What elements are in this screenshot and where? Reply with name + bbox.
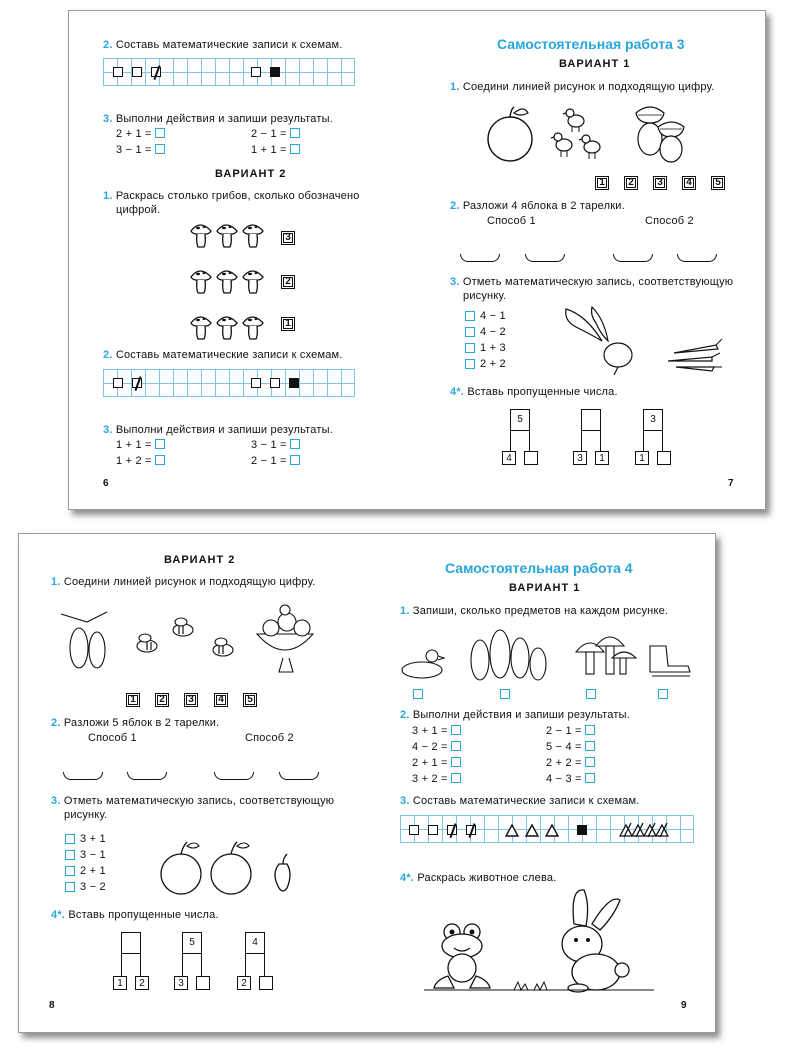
scheme-triangles bbox=[504, 822, 584, 838]
option-label: 2 + 2 bbox=[480, 358, 506, 370]
option-label: 4 − 1 bbox=[480, 310, 506, 322]
scheme-square bbox=[270, 378, 280, 388]
apple-chicks-acorns-illustration bbox=[484, 103, 714, 165]
variant-heading: ВАРИАНТ 2 bbox=[164, 554, 236, 566]
scheme-square bbox=[132, 67, 142, 77]
p8-task3-line2: рисунку. bbox=[64, 809, 108, 821]
expr: 1 + 2 = bbox=[116, 454, 165, 468]
option-label: 4 − 2 bbox=[480, 326, 506, 338]
house-right[interactable] bbox=[657, 451, 671, 465]
p9-task1: 1. Запиши, сколько предметов на каждом рисунке. bbox=[400, 605, 669, 617]
option-checkbox[interactable] bbox=[465, 359, 475, 369]
answer-box[interactable] bbox=[451, 757, 461, 767]
answer-box[interactable] bbox=[451, 725, 461, 735]
expr: 2 + 1 = bbox=[116, 127, 165, 141]
answer-box[interactable] bbox=[290, 439, 300, 449]
expr: 3 + 2 = bbox=[412, 772, 461, 786]
expr: 3 − 1 = bbox=[116, 143, 165, 157]
digit-box: 4 bbox=[214, 693, 228, 707]
p6-task3: 3. Выполни действия и запиши результаты. bbox=[103, 113, 333, 125]
answer-box[interactable] bbox=[585, 773, 595, 783]
house-top[interactable]: 5 bbox=[182, 932, 202, 954]
p8-task3: 3. Отметь математическую запись, соответствующую bbox=[51, 795, 335, 807]
house-left[interactable]: 4 bbox=[502, 451, 516, 465]
house-top[interactable]: 3 bbox=[643, 409, 663, 431]
expr: 1 + 1 = bbox=[251, 143, 300, 157]
plate bbox=[613, 254, 653, 262]
option-checkbox[interactable] bbox=[65, 866, 75, 876]
answer-box[interactable] bbox=[155, 144, 165, 154]
page-8 bbox=[19, 534, 367, 1032]
expr: 5 − 4 = bbox=[546, 740, 595, 754]
work-title: Самостоятельная работа 4 bbox=[445, 560, 633, 576]
scheme-crossed-square bbox=[151, 67, 161, 77]
count-answer-box[interactable] bbox=[586, 689, 596, 699]
p7-task3: 3. Отметь математическую запись, соответствующую bbox=[450, 276, 734, 288]
house-right[interactable] bbox=[524, 451, 538, 465]
way-1-label: Способ 1 bbox=[88, 732, 137, 744]
house-left[interactable]: 3 bbox=[573, 451, 587, 465]
mushroom-number-box: 1 bbox=[281, 317, 295, 331]
option-checkbox[interactable] bbox=[465, 311, 475, 321]
answer-box[interactable] bbox=[290, 128, 300, 138]
p8-task1: 1. Соедини линией рисунок и подходящую цифру. bbox=[51, 576, 316, 588]
scheme-square bbox=[409, 825, 419, 835]
house-top[interactable]: 4 bbox=[245, 932, 265, 954]
answer-box[interactable] bbox=[155, 455, 165, 465]
answer-box[interactable] bbox=[451, 773, 461, 783]
page-6 bbox=[69, 11, 417, 509]
option-label: 2 + 1 bbox=[80, 865, 106, 877]
expr: 4 − 3 = bbox=[546, 772, 595, 786]
way-1-label: Способ 1 bbox=[487, 215, 536, 227]
plate bbox=[677, 254, 717, 262]
digit-box: 1 bbox=[126, 693, 140, 707]
scheme-crossed-triangles bbox=[618, 822, 688, 838]
p7-task2: 2. Разложи 4 яблока в 2 тарелки. bbox=[450, 200, 625, 212]
option-label: 3 − 1 bbox=[80, 849, 106, 861]
work-title: Самостоятельная работа 3 bbox=[497, 36, 685, 52]
answer-box[interactable] bbox=[155, 128, 165, 138]
duck-penguins-mushrooms-skates-illustration bbox=[398, 624, 698, 686]
expr: 3 + 1 = bbox=[412, 724, 461, 738]
page-number: 9 bbox=[681, 1000, 687, 1011]
option-checkbox[interactable] bbox=[65, 850, 75, 860]
page-9 bbox=[368, 534, 716, 1032]
option-checkbox[interactable] bbox=[65, 882, 75, 892]
cones-bees-fruit-bowl-illustration bbox=[57, 604, 327, 678]
p6-v2-task1-line2: цифрой. bbox=[116, 204, 161, 216]
expr: 2 + 1 = bbox=[412, 756, 461, 770]
top-spread bbox=[68, 10, 766, 510]
expr: 1 + 1 = bbox=[116, 438, 165, 452]
house-top[interactable]: 5 bbox=[510, 409, 530, 431]
digit-box: 3 bbox=[184, 693, 198, 707]
mushroom-number-box: 2 bbox=[281, 275, 295, 289]
page-7 bbox=[418, 11, 766, 509]
digit-box: 3 bbox=[653, 176, 667, 190]
house-right[interactable] bbox=[196, 976, 210, 990]
scheme-square bbox=[251, 378, 261, 388]
variant-heading: ВАРИАНТ 2 bbox=[215, 168, 287, 180]
p9-task3: 3. Составь математические записи к схемам. bbox=[400, 795, 640, 807]
digit-box: 1 bbox=[595, 176, 609, 190]
count-answer-box[interactable] bbox=[500, 689, 510, 699]
option-label: 3 + 1 bbox=[80, 833, 106, 845]
p6-v2-task1: 1. Раскрась столько грибов, сколько обозначено bbox=[103, 190, 360, 202]
house-left[interactable]: 1 bbox=[635, 451, 649, 465]
expr: 2 + 2 = bbox=[546, 756, 595, 770]
answer-box[interactable] bbox=[585, 741, 595, 751]
scheme-square bbox=[251, 67, 261, 77]
way-2-label: Способ 2 bbox=[645, 215, 694, 227]
mushroom-number-box: 3 bbox=[281, 231, 295, 245]
option-checkbox[interactable] bbox=[465, 343, 475, 353]
scheme-crossed-square bbox=[447, 825, 457, 835]
bottom-spread bbox=[18, 533, 716, 1033]
house-left[interactable]: 1 bbox=[113, 976, 127, 990]
p6-v2-task3: 3. Выполни действия и запиши результаты. bbox=[103, 424, 333, 436]
expr: 3 − 1 = bbox=[251, 438, 300, 452]
expr: 2 − 1 = bbox=[251, 127, 300, 141]
p6-task2: 2. Составь математические записи к схемам. bbox=[103, 39, 343, 51]
beet-and-carrots-illustration bbox=[556, 305, 726, 375]
digit-box: 5 bbox=[711, 176, 725, 190]
answer-box[interactable] bbox=[290, 455, 300, 465]
house-right[interactable] bbox=[259, 976, 273, 990]
digit-box: 4 bbox=[682, 176, 696, 190]
p9-task4: 4*. Раскрась животное слева. bbox=[400, 872, 557, 884]
house-top[interactable] bbox=[121, 932, 141, 954]
count-answer-box[interactable] bbox=[658, 689, 668, 699]
page-number: 7 bbox=[728, 478, 734, 489]
house-left[interactable]: 3 bbox=[174, 976, 188, 990]
p8-task2: 2. Разложи 5 яблок в 2 тарелки. bbox=[51, 717, 220, 729]
plate bbox=[127, 772, 167, 780]
count-answer-box[interactable] bbox=[413, 689, 423, 699]
expr: 4 − 2 = bbox=[412, 740, 461, 754]
frog-and-rabbit-illustration bbox=[424, 884, 654, 994]
p7-task4: 4*. Вставь пропущенные числа. bbox=[450, 386, 618, 398]
page-number: 6 bbox=[103, 478, 109, 489]
plate bbox=[460, 254, 500, 262]
scheme-square bbox=[113, 67, 123, 77]
page-number: 8 bbox=[49, 1000, 55, 1011]
plate bbox=[525, 254, 565, 262]
plate bbox=[214, 772, 254, 780]
house-right[interactable]: 2 bbox=[135, 976, 149, 990]
expr: 2 − 1 = bbox=[251, 454, 300, 468]
answer-box[interactable] bbox=[451, 741, 461, 751]
p7-task3-line2: рисунку. bbox=[463, 290, 507, 302]
scheme-square bbox=[428, 825, 438, 835]
scheme-filled-square bbox=[289, 378, 299, 388]
p6-v2-task2: 2. Составь математические записи к схемам. bbox=[103, 349, 343, 361]
answer-box[interactable] bbox=[585, 757, 595, 767]
option-label: 3 − 2 bbox=[80, 881, 106, 893]
p9-task2: 2. Выполни действия и запиши результаты. bbox=[400, 709, 630, 721]
option-checkbox[interactable] bbox=[65, 834, 75, 844]
scheme-filled-square bbox=[577, 825, 587, 835]
p8-task4: 4*. Вставь пропущенные числа. bbox=[51, 909, 219, 921]
variant-heading: ВАРИАНТ 1 bbox=[509, 582, 581, 594]
option-checkbox[interactable] bbox=[465, 327, 475, 337]
digit-box: 2 bbox=[624, 176, 638, 190]
answer-box[interactable] bbox=[155, 439, 165, 449]
house-left[interactable]: 2 bbox=[237, 976, 251, 990]
p7-task1: 1. Соедини линией рисунок и подходящую цифру. bbox=[450, 81, 715, 93]
answer-box[interactable] bbox=[290, 144, 300, 154]
scheme-square bbox=[113, 378, 123, 388]
way-2-label: Способ 2 bbox=[245, 732, 294, 744]
digit-box: 5 bbox=[243, 693, 257, 707]
scheme-crossed-square bbox=[132, 378, 142, 388]
plate bbox=[63, 772, 103, 780]
apples-and-core-illustration bbox=[157, 834, 307, 898]
scheme-crossed-square bbox=[466, 825, 476, 835]
house-right[interactable]: 1 bbox=[595, 451, 609, 465]
variant-heading: ВАРИАНТ 1 bbox=[559, 58, 631, 70]
digit-box: 2 bbox=[155, 693, 169, 707]
scheme-filled-square bbox=[270, 67, 280, 77]
expr: 2 − 1 = bbox=[546, 724, 595, 738]
house-top[interactable] bbox=[581, 409, 601, 431]
option-label: 1 + 3 bbox=[480, 342, 506, 354]
plate bbox=[279, 772, 319, 780]
answer-box[interactable] bbox=[585, 725, 595, 735]
